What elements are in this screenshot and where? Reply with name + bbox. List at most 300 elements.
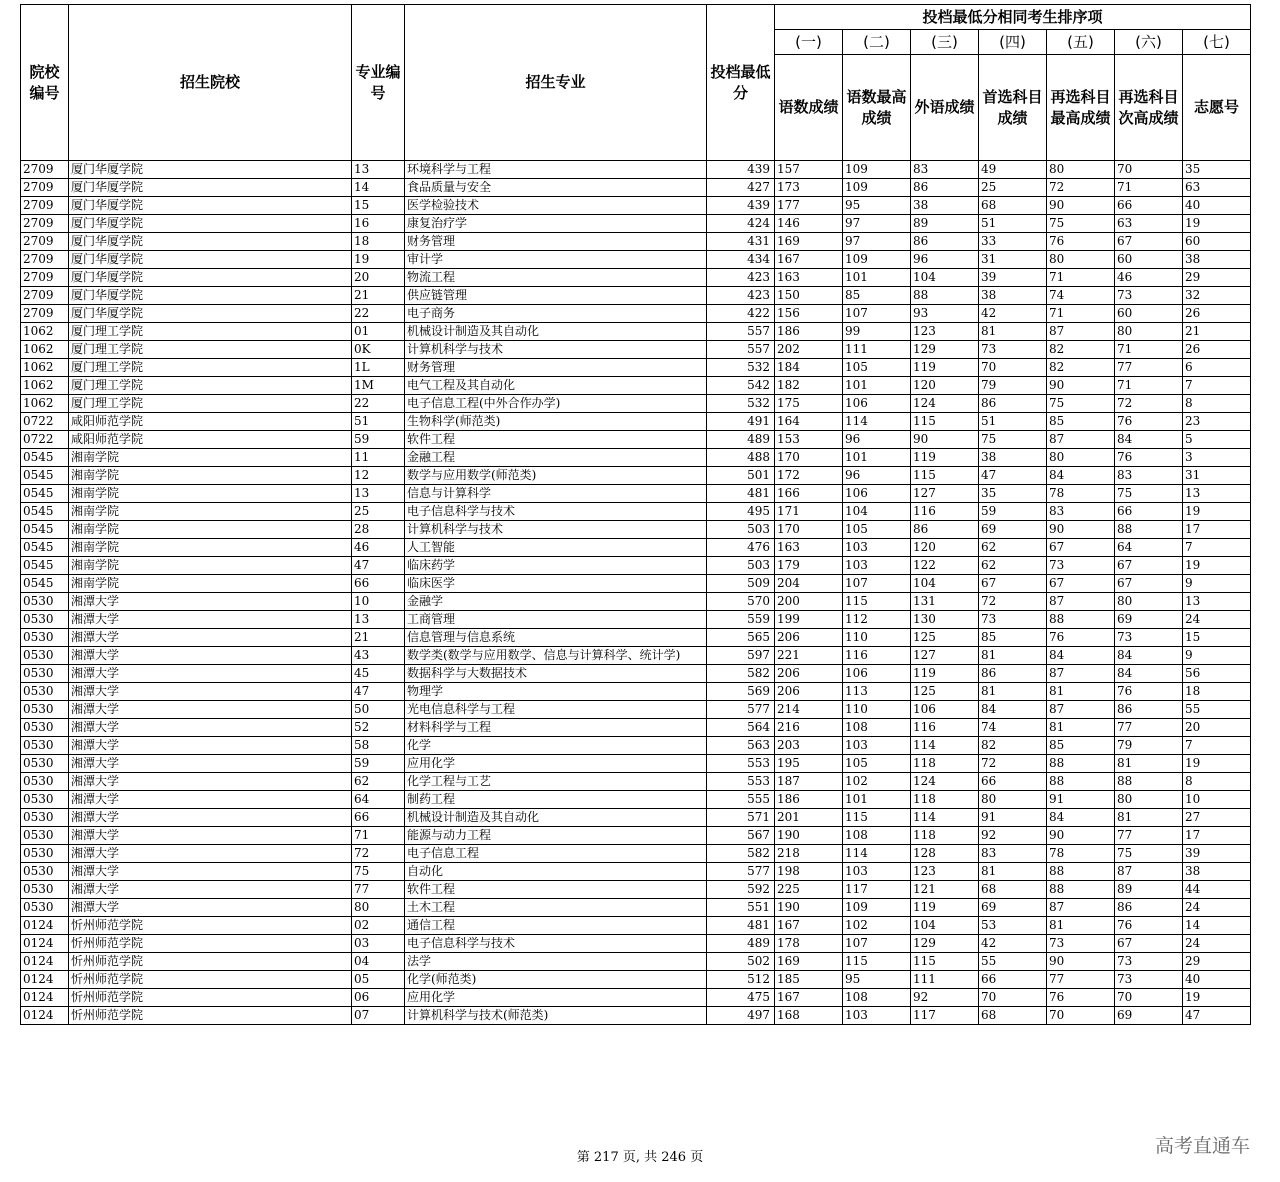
chinese-math-cell: 175 [775, 395, 843, 413]
school-code-cell: 0530 [21, 701, 69, 719]
second-subject-next-cell: 77 [1115, 359, 1183, 377]
preference-no-cell: 24 [1183, 935, 1251, 953]
major-code-cell: 47 [352, 557, 405, 575]
second-subject-max-cell: 70 [1047, 1007, 1115, 1025]
foreign-lang-cell: 83 [911, 161, 979, 179]
chinese-math-cell: 195 [775, 755, 843, 773]
first-subject-cell: 74 [979, 719, 1047, 737]
preference-no-cell: 40 [1183, 971, 1251, 989]
chinese-math-cell: 182 [775, 377, 843, 395]
foreign-lang-cell: 122 [911, 557, 979, 575]
school-code-cell: 1062 [21, 377, 69, 395]
chinese-math-max-cell: 102 [843, 917, 911, 935]
table-row [21, 863, 1251, 881]
min-score-cell: 512 [707, 971, 775, 989]
second-subject-max-cell: 87 [1047, 431, 1115, 449]
second-subject-max-cell: 72 [1047, 179, 1115, 197]
school-name-cell: 厦门理工学院 [69, 323, 352, 341]
first-subject-cell: 82 [979, 737, 1047, 755]
major-code-cell: 45 [352, 665, 405, 683]
chinese-math-max-cell: 116 [843, 647, 911, 665]
major-code-cell: 07 [352, 1007, 405, 1025]
chinese-math-max-cell: 111 [843, 341, 911, 359]
major-code-cell: 13 [352, 611, 405, 629]
second-subject-max-cell: 88 [1047, 611, 1115, 629]
foreign-lang-cell: 86 [911, 233, 979, 251]
chinese-math-cell: 150 [775, 287, 843, 305]
school-name-cell: 湘南学院 [69, 539, 352, 557]
major-code-cell: 03 [352, 935, 405, 953]
min-score-cell: 571 [707, 809, 775, 827]
major-name-cell: 土木工程 [405, 899, 707, 917]
chinese-math-cell: 172 [775, 467, 843, 485]
chinese-math-max-cell: 96 [843, 431, 911, 449]
header-sub-label: 再选科目次高成绩 [1115, 55, 1183, 161]
table-row [21, 773, 1251, 791]
second-subject-next-cell: 72 [1115, 395, 1183, 413]
major-code-cell: 64 [352, 791, 405, 809]
second-subject-next-cell: 81 [1115, 809, 1183, 827]
chinese-math-cell: 203 [775, 737, 843, 755]
foreign-lang-cell: 96 [911, 251, 979, 269]
school-code-cell: 2709 [21, 179, 69, 197]
second-subject-max-cell: 91 [1047, 791, 1115, 809]
preference-no-cell: 15 [1183, 629, 1251, 647]
school-name-cell: 湘潭大学 [69, 665, 352, 683]
table-row [21, 935, 1251, 953]
table-header [21, 5, 1251, 161]
second-subject-next-cell: 84 [1115, 665, 1183, 683]
table-row [21, 359, 1251, 377]
first-subject-cell: 70 [979, 359, 1047, 377]
school-code-cell: 0530 [21, 629, 69, 647]
table-row [21, 449, 1251, 467]
second-subject-max-cell: 88 [1047, 773, 1115, 791]
school-name-cell: 湘潭大学 [69, 719, 352, 737]
school-name-cell: 厦门理工学院 [69, 359, 352, 377]
table-row [21, 665, 1251, 683]
major-name-cell: 物流工程 [405, 269, 707, 287]
chinese-math-max-cell: 108 [843, 827, 911, 845]
major-name-cell: 化学 [405, 737, 707, 755]
foreign-lang-cell: 90 [911, 431, 979, 449]
second-subject-next-cell: 73 [1115, 971, 1183, 989]
major-name-cell: 应用化学 [405, 989, 707, 1007]
school-code-cell: 0530 [21, 755, 69, 773]
second-subject-max-cell: 82 [1047, 359, 1115, 377]
second-subject-next-cell: 84 [1115, 431, 1183, 449]
foreign-lang-cell: 89 [911, 215, 979, 233]
second-subject-next-cell: 88 [1115, 521, 1183, 539]
table-row [21, 755, 1251, 773]
chinese-math-max-cell: 101 [843, 449, 911, 467]
chinese-math-cell: 167 [775, 989, 843, 1007]
foreign-lang-cell: 123 [911, 323, 979, 341]
chinese-math-max-cell: 117 [843, 881, 911, 899]
second-subject-next-cell: 80 [1115, 593, 1183, 611]
chinese-math-cell: 190 [775, 899, 843, 917]
major-code-cell: 75 [352, 863, 405, 881]
first-subject-cell: 85 [979, 629, 1047, 647]
table-row [21, 611, 1251, 629]
preference-no-cell: 19 [1183, 215, 1251, 233]
school-code-cell: 0530 [21, 773, 69, 791]
second-subject-next-cell: 75 [1115, 845, 1183, 863]
major-name-cell: 应用化学 [405, 755, 707, 773]
table-row [21, 305, 1251, 323]
foreign-lang-cell: 118 [911, 791, 979, 809]
second-subject-next-cell: 69 [1115, 1007, 1183, 1025]
school-name-cell: 湘南学院 [69, 575, 352, 593]
min-score-cell: 569 [707, 683, 775, 701]
second-subject-max-cell: 81 [1047, 917, 1115, 935]
table-row [21, 431, 1251, 449]
preference-no-cell: 63 [1183, 179, 1251, 197]
header-sub-number: (一) [775, 30, 843, 55]
chinese-math-cell: 171 [775, 503, 843, 521]
first-subject-cell: 70 [979, 989, 1047, 1007]
foreign-lang-cell: 127 [911, 485, 979, 503]
major-name-cell: 机械设计制造及其自动化 [405, 323, 707, 341]
first-subject-cell: 81 [979, 863, 1047, 881]
second-subject-max-cell: 77 [1047, 971, 1115, 989]
chinese-math-cell: 221 [775, 647, 843, 665]
min-score-cell: 577 [707, 863, 775, 881]
table-row [21, 323, 1251, 341]
major-code-cell: 1L [352, 359, 405, 377]
second-subject-max-cell: 74 [1047, 287, 1115, 305]
second-subject-max-cell: 88 [1047, 863, 1115, 881]
major-code-cell: 46 [352, 539, 405, 557]
table-row [21, 503, 1251, 521]
second-subject-next-cell: 67 [1115, 575, 1183, 593]
major-name-cell: 康复治疗学 [405, 215, 707, 233]
second-subject-max-cell: 73 [1047, 557, 1115, 575]
min-score-cell: 565 [707, 629, 775, 647]
chinese-math-max-cell: 105 [843, 359, 911, 377]
school-name-cell: 厦门华厦学院 [69, 179, 352, 197]
header-sort-group: 投档最低分相同考生排序项 [775, 5, 1251, 30]
chinese-math-max-cell: 106 [843, 395, 911, 413]
second-subject-next-cell: 67 [1115, 935, 1183, 953]
second-subject-next-cell: 71 [1115, 377, 1183, 395]
school-code-cell: 0530 [21, 845, 69, 863]
min-score-cell: 582 [707, 665, 775, 683]
second-subject-next-cell: 67 [1115, 557, 1183, 575]
foreign-lang-cell: 124 [911, 395, 979, 413]
major-name-cell: 电子信息工程(中外合作办学) [405, 395, 707, 413]
school-code-cell: 1062 [21, 323, 69, 341]
chinese-math-cell: 179 [775, 557, 843, 575]
major-code-cell: 16 [352, 215, 405, 233]
major-code-cell: 13 [352, 485, 405, 503]
major-code-cell: 02 [352, 917, 405, 935]
first-subject-cell: 91 [979, 809, 1047, 827]
foreign-lang-cell: 86 [911, 521, 979, 539]
first-subject-cell: 66 [979, 773, 1047, 791]
school-code-cell: 2709 [21, 161, 69, 179]
major-code-cell: 04 [352, 953, 405, 971]
table-row [21, 719, 1251, 737]
preference-no-cell: 40 [1183, 197, 1251, 215]
major-name-cell: 计算机科学与技术 [405, 521, 707, 539]
major-code-cell: 21 [352, 287, 405, 305]
second-subject-next-cell: 66 [1115, 503, 1183, 521]
preference-no-cell: 13 [1183, 485, 1251, 503]
header-sub-number: (二) [843, 30, 911, 55]
second-subject-max-cell: 71 [1047, 305, 1115, 323]
major-code-cell: 47 [352, 683, 405, 701]
first-subject-cell: 49 [979, 161, 1047, 179]
min-score-cell: 557 [707, 323, 775, 341]
watermark: 高考直通车 [1154, 1135, 1250, 1157]
foreign-lang-cell: 111 [911, 971, 979, 989]
school-name-cell: 厦门华厦学院 [69, 161, 352, 179]
major-name-cell: 法学 [405, 953, 707, 971]
major-code-cell: 25 [352, 503, 405, 521]
major-name-cell: 财务管理 [405, 233, 707, 251]
school-name-cell: 湘潭大学 [69, 611, 352, 629]
preference-no-cell: 19 [1183, 557, 1251, 575]
school-name-cell: 厦门华厦学院 [69, 269, 352, 287]
table-row [21, 521, 1251, 539]
min-score-cell: 501 [707, 467, 775, 485]
school-name-cell: 厦门华厦学院 [69, 305, 352, 323]
first-subject-cell: 86 [979, 395, 1047, 413]
foreign-lang-cell: 115 [911, 413, 979, 431]
second-subject-max-cell: 78 [1047, 845, 1115, 863]
min-score-cell: 497 [707, 1007, 775, 1025]
school-name-cell: 厦门华厦学院 [69, 197, 352, 215]
second-subject-next-cell: 79 [1115, 737, 1183, 755]
foreign-lang-cell: 117 [911, 1007, 979, 1025]
chinese-math-cell: 167 [775, 251, 843, 269]
school-name-cell: 湘潭大学 [69, 845, 352, 863]
second-subject-next-cell: 86 [1115, 701, 1183, 719]
chinese-math-cell: 202 [775, 341, 843, 359]
school-code-cell: 0530 [21, 899, 69, 917]
table-row [21, 179, 1251, 197]
first-subject-cell: 38 [979, 287, 1047, 305]
chinese-math-cell: 190 [775, 827, 843, 845]
chinese-math-max-cell: 99 [843, 323, 911, 341]
min-score-cell: 592 [707, 881, 775, 899]
first-subject-cell: 73 [979, 611, 1047, 629]
major-name-cell: 材料科学与工程 [405, 719, 707, 737]
first-subject-cell: 75 [979, 431, 1047, 449]
chinese-math-max-cell: 107 [843, 935, 911, 953]
min-score-cell: 553 [707, 755, 775, 773]
major-name-cell: 软件工程 [405, 881, 707, 899]
min-score-cell: 481 [707, 917, 775, 935]
school-code-cell: 0530 [21, 611, 69, 629]
min-score-cell: 481 [707, 485, 775, 503]
table-row [21, 683, 1251, 701]
foreign-lang-cell: 125 [911, 683, 979, 701]
chinese-math-max-cell: 95 [843, 971, 911, 989]
second-subject-max-cell: 90 [1047, 521, 1115, 539]
min-score-cell: 563 [707, 737, 775, 755]
min-score-cell: 424 [707, 215, 775, 233]
foreign-lang-cell: 92 [911, 989, 979, 1007]
table-row [21, 971, 1251, 989]
school-code-cell: 0530 [21, 827, 69, 845]
chinese-math-max-cell: 107 [843, 575, 911, 593]
first-subject-cell: 39 [979, 269, 1047, 287]
first-subject-cell: 35 [979, 485, 1047, 503]
second-subject-next-cell: 66 [1115, 197, 1183, 215]
preference-no-cell: 5 [1183, 431, 1251, 449]
major-name-cell: 能源与动力工程 [405, 827, 707, 845]
chinese-math-cell: 206 [775, 683, 843, 701]
table-row [21, 251, 1251, 269]
school-code-cell: 1062 [21, 395, 69, 413]
second-subject-next-cell: 75 [1115, 485, 1183, 503]
second-subject-max-cell: 87 [1047, 899, 1115, 917]
min-score-cell: 559 [707, 611, 775, 629]
preference-no-cell: 24 [1183, 611, 1251, 629]
major-code-cell: 11 [352, 449, 405, 467]
school-name-cell: 湘南学院 [69, 485, 352, 503]
major-name-cell: 生物科学(师范类) [405, 413, 707, 431]
chinese-math-max-cell: 101 [843, 269, 911, 287]
school-name-cell: 湘南学院 [69, 521, 352, 539]
preference-no-cell: 47 [1183, 1007, 1251, 1025]
major-name-cell: 机械设计制造及其自动化 [405, 809, 707, 827]
chinese-math-max-cell: 103 [843, 1007, 911, 1025]
preference-no-cell: 14 [1183, 917, 1251, 935]
chinese-math-cell: 156 [775, 305, 843, 323]
second-subject-max-cell: 81 [1047, 719, 1115, 737]
chinese-math-cell: 201 [775, 809, 843, 827]
major-name-cell: 信息管理与信息系统 [405, 629, 707, 647]
major-name-cell: 制药工程 [405, 791, 707, 809]
min-score-cell: 439 [707, 161, 775, 179]
min-score-cell: 439 [707, 197, 775, 215]
preference-no-cell: 26 [1183, 341, 1251, 359]
second-subject-next-cell: 46 [1115, 269, 1183, 287]
second-subject-next-cell: 69 [1115, 611, 1183, 629]
first-subject-cell: 86 [979, 665, 1047, 683]
header-school-code: 院校编号 [21, 5, 69, 161]
header-sub-number: (四) [979, 30, 1047, 55]
header-sub-label: 语数成绩 [775, 55, 843, 161]
preference-no-cell: 44 [1183, 881, 1251, 899]
school-name-cell: 湘潭大学 [69, 647, 352, 665]
school-code-cell: 0530 [21, 809, 69, 827]
foreign-lang-cell: 118 [911, 827, 979, 845]
first-subject-cell: 68 [979, 197, 1047, 215]
preference-no-cell: 29 [1183, 953, 1251, 971]
chinese-math-cell: 173 [775, 179, 843, 197]
chinese-math-cell: 214 [775, 701, 843, 719]
school-name-cell: 湘南学院 [69, 449, 352, 467]
header-sub-label: 语数最高成绩 [843, 55, 911, 161]
table-row [21, 701, 1251, 719]
school-code-cell: 0545 [21, 467, 69, 485]
chinese-math-max-cell: 96 [843, 467, 911, 485]
foreign-lang-cell: 119 [911, 665, 979, 683]
foreign-lang-cell: 104 [911, 269, 979, 287]
second-subject-next-cell: 84 [1115, 647, 1183, 665]
foreign-lang-cell: 120 [911, 539, 979, 557]
chinese-math-cell: 206 [775, 629, 843, 647]
chinese-math-cell: 163 [775, 269, 843, 287]
chinese-math-cell: 186 [775, 323, 843, 341]
chinese-math-max-cell: 114 [843, 845, 911, 863]
school-name-cell: 湘潭大学 [69, 701, 352, 719]
second-subject-next-cell: 76 [1115, 449, 1183, 467]
preference-no-cell: 17 [1183, 521, 1251, 539]
major-code-cell: 1M [352, 377, 405, 395]
chinese-math-max-cell: 109 [843, 161, 911, 179]
preference-no-cell: 23 [1183, 413, 1251, 431]
table-row [21, 989, 1251, 1007]
min-score-cell: 570 [707, 593, 775, 611]
second-subject-max-cell: 84 [1047, 467, 1115, 485]
foreign-lang-cell: 127 [911, 647, 979, 665]
school-code-cell: 0124 [21, 953, 69, 971]
preference-no-cell: 10 [1183, 791, 1251, 809]
school-name-cell: 忻州师范学院 [69, 917, 352, 935]
second-subject-max-cell: 76 [1047, 233, 1115, 251]
second-subject-next-cell: 71 [1115, 179, 1183, 197]
header-sub-label: 再选科目最高成绩 [1047, 55, 1115, 161]
major-code-cell: 15 [352, 197, 405, 215]
major-code-cell: 71 [352, 827, 405, 845]
min-score-cell: 491 [707, 413, 775, 431]
school-code-cell: 2709 [21, 287, 69, 305]
major-name-cell: 财务管理 [405, 359, 707, 377]
second-subject-max-cell: 75 [1047, 215, 1115, 233]
preference-no-cell: 13 [1183, 593, 1251, 611]
school-name-cell: 湘潭大学 [69, 863, 352, 881]
chinese-math-max-cell: 110 [843, 629, 911, 647]
chinese-math-max-cell: 97 [843, 215, 911, 233]
foreign-lang-cell: 116 [911, 503, 979, 521]
second-subject-max-cell: 82 [1047, 341, 1115, 359]
table-row [21, 467, 1251, 485]
foreign-lang-cell: 119 [911, 899, 979, 917]
chinese-math-max-cell: 109 [843, 179, 911, 197]
major-code-cell: 59 [352, 755, 405, 773]
school-code-cell: 0124 [21, 935, 69, 953]
min-score-cell: 423 [707, 287, 775, 305]
chinese-math-max-cell: 108 [843, 719, 911, 737]
header-sub-label: 首选科目成绩 [979, 55, 1047, 161]
major-code-cell: 18 [352, 233, 405, 251]
chinese-math-cell: 216 [775, 719, 843, 737]
major-code-cell: 0K [352, 341, 405, 359]
second-subject-next-cell: 77 [1115, 719, 1183, 737]
min-score-cell: 488 [707, 449, 775, 467]
chinese-math-max-cell: 103 [843, 557, 911, 575]
first-subject-cell: 68 [979, 881, 1047, 899]
school-code-cell: 0530 [21, 737, 69, 755]
major-name-cell: 电子信息科学与技术 [405, 935, 707, 953]
school-name-cell: 湘潭大学 [69, 881, 352, 899]
chinese-math-cell: 225 [775, 881, 843, 899]
second-subject-max-cell: 84 [1047, 647, 1115, 665]
major-code-cell: 05 [352, 971, 405, 989]
min-score-cell: 542 [707, 377, 775, 395]
chinese-math-max-cell: 101 [843, 377, 911, 395]
major-name-cell: 环境科学与工程 [405, 161, 707, 179]
table-row [21, 917, 1251, 935]
min-score-cell: 532 [707, 359, 775, 377]
foreign-lang-cell: 129 [911, 935, 979, 953]
second-subject-max-cell: 80 [1047, 251, 1115, 269]
